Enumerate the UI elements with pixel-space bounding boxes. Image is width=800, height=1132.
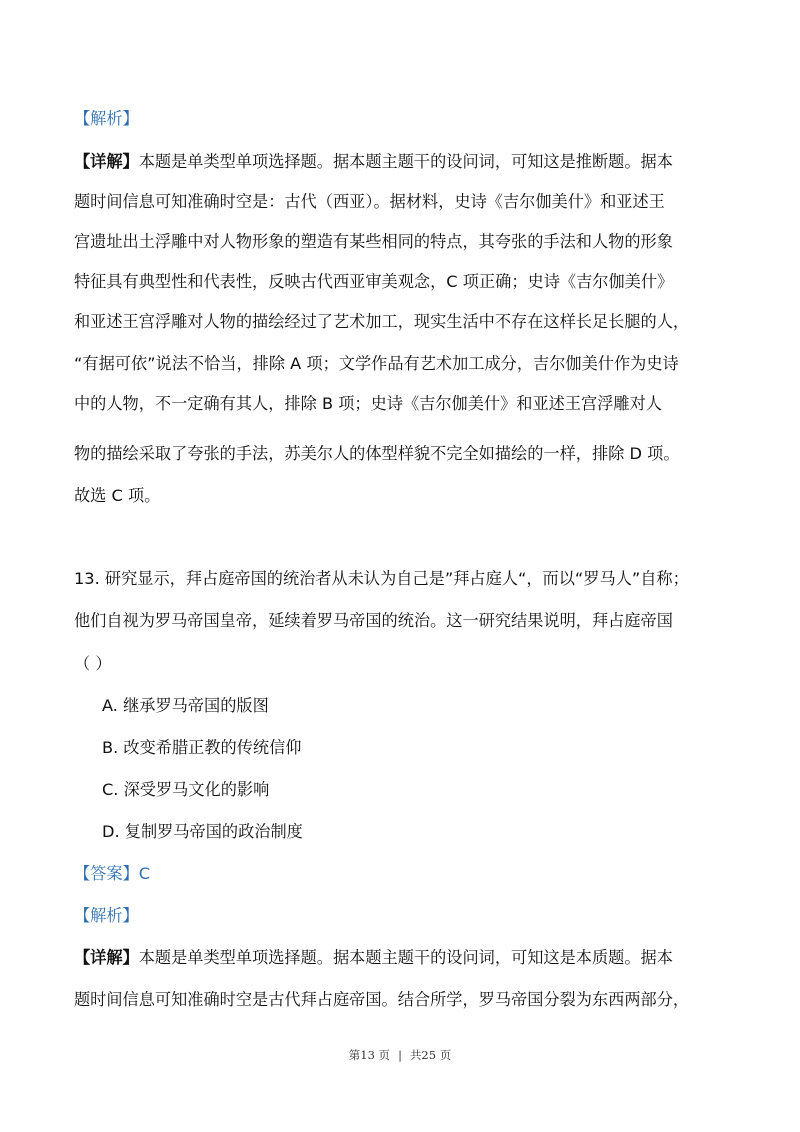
detail-text-1: 本题是单类型单项选择题。据本题主题干的设问词，可知这是推断题。据本 bbox=[138, 152, 673, 171]
total-pages: 共25 页 bbox=[409, 1048, 452, 1062]
detail-label-2: 【详解】 bbox=[74, 948, 139, 967]
option-c: C. 深受罗马文化的影响 bbox=[102, 780, 270, 799]
answer-value: C bbox=[138, 864, 151, 883]
detail2-line-2: 题时间信息可知准确时空是古代拜占庭帝国。结合所学，罗马帝国分裂为东西两部分， bbox=[74, 990, 690, 1009]
option-a: A. 继承罗马帝国的版图 bbox=[102, 696, 269, 715]
detail-label-1: 【详解】 bbox=[74, 152, 139, 171]
analysis-label-1: 【解析】 bbox=[74, 109, 139, 128]
option-d: D. 复制罗马帝国的政治制度 bbox=[102, 822, 303, 841]
detail-line-9: 故选 C 项。 bbox=[74, 486, 161, 505]
option-b: B. 改变希腊正教的传统信仰 bbox=[102, 738, 302, 757]
detail-line-5: 和亚述王宫浮雕对人物的描绘经过了艺术加工，现实生活中不存在这样长足长腿的人， bbox=[74, 312, 690, 331]
page-footer bbox=[0, 1047, 800, 1063]
detail-line-1 bbox=[74, 150, 734, 174]
footer-separator: | bbox=[398, 1048, 402, 1062]
detail-line-6: “有据可依”说法不恰当，排除 A 项；文学作品有艺术加工成分，吉尔伽美什作为史诗 bbox=[74, 354, 679, 373]
analysis-label-2: 【解析】 bbox=[74, 906, 139, 925]
question-line-1: 13. 研究显示，拜占庭帝国的统治者从未认为自己是”拜占庭人“，而以“罗马人”自称； bbox=[74, 569, 689, 588]
page-number: 第13 页 bbox=[348, 1048, 391, 1062]
detail-line-4: 特征具有典型性和代表性，反映古代西亚审美观念，C 项正确；史诗《吉尔伽美什》 bbox=[74, 272, 674, 291]
question-line-3: （ ） bbox=[74, 654, 112, 673]
detail2-line-1 bbox=[74, 946, 734, 970]
detail-line-8: 物的描绘采取了夸张的手法，苏美尔人的体型样貌不完全如描绘的一样，排除 D 项。 bbox=[74, 444, 680, 463]
answer-label: 【答案】 bbox=[74, 864, 139, 883]
detail-line-2: 题时间信息可知准确时空是：古代（西亚）。据材料，史诗《吉尔伽美什》和亚述王 bbox=[74, 192, 665, 211]
detail-line-3: 宫遗址出土浮雕中对人物形象的塑造有某些相同的特点，其夸张的手法和人物的形象 bbox=[74, 232, 673, 251]
detail-line-7: 中的人物，不一定确有其人，排除 B 项；史诗《吉尔伽美什》和亚述王宫浮雕对人 bbox=[74, 394, 662, 413]
question-line-2: 他们自视为罗马帝国皇帝，延续着罗马帝国的统治。这一研究结果说明，拜占庭帝国 bbox=[74, 611, 673, 630]
answer-line bbox=[74, 862, 734, 886]
detail2-text-1: 本题是单类型单项选择题。据本题主题干的设问词，可知这是本质题。据本 bbox=[138, 948, 673, 967]
